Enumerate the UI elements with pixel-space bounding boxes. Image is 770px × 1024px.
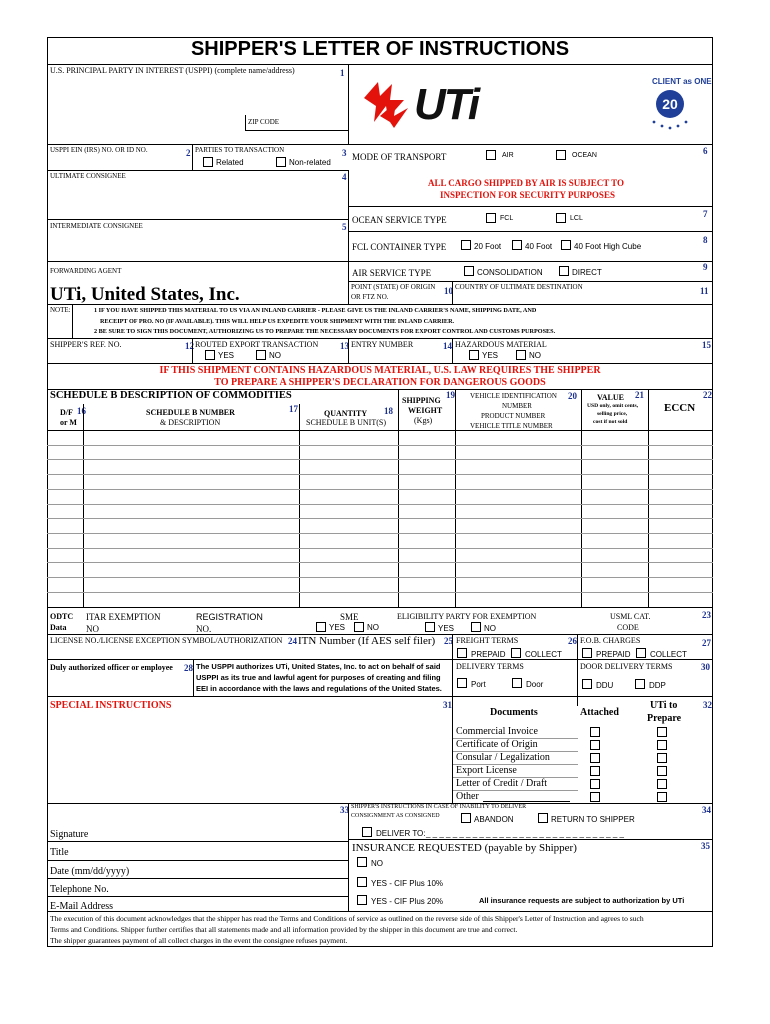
svg-text:CLIENT as ONE: CLIENT as ONE — [652, 77, 712, 86]
table-row[interactable] — [47, 533, 713, 547]
sme-no-label: NO — [367, 623, 379, 632]
insurance-note: All insurance requests are subject to authorization by UTi — [479, 896, 685, 905]
schedule-b-heading: SCHEDULE B DESCRIPTION OF COMMODITIES — [50, 390, 292, 401]
box-1: 1 — [340, 68, 345, 78]
box-14: 14 — [443, 341, 452, 351]
box-4: 4 — [342, 172, 347, 182]
ocean-checkbox[interactable] — [556, 150, 566, 160]
zip-label: ZIP CODE — [248, 118, 280, 126]
consolidation-checkbox[interactable] — [464, 266, 474, 276]
attached-checkbox[interactable] — [590, 766, 600, 776]
box-2: 2 — [186, 148, 191, 158]
attached-checkbox[interactable] — [590, 753, 600, 763]
inability-label-1: SHIPPER'S INSTRUCTIONS IN CASE OF INABILITY TO DELIVER — [351, 804, 527, 810]
table-row[interactable] — [47, 489, 713, 503]
consignee-label: ULTIMATE CONSIGNEE — [50, 172, 126, 180]
cif20-checkbox[interactable] — [357, 895, 367, 905]
prepare-checkbox[interactable] — [657, 753, 667, 763]
sched-units-label: SCHEDULE B UNIT(S) — [306, 418, 386, 427]
note-1b: RECEIPT OF PRO. NO (IF AVAILABLE). THIS WILL HELP US EXPEDITE YOUR SHIPMENT WITH THE INLAND CARRIER. — [100, 318, 455, 325]
itar-no-label: NO — [86, 624, 99, 634]
box-27: 27 — [702, 638, 711, 648]
20ft-checkbox[interactable] — [461, 240, 471, 250]
box-22: 22 — [703, 390, 712, 400]
box-13: 13 — [340, 341, 349, 351]
footer-line-3: The shipper guarantees payment of all collect charges in the event the consignee refuses payment. — [50, 936, 348, 945]
cif10-checkbox[interactable] — [357, 877, 367, 887]
weight-label: WEIGHT — [408, 406, 443, 415]
prepare-checkbox[interactable] — [657, 740, 667, 750]
elig-no-label: NO — [484, 624, 496, 633]
freight-prepaid-label: PREPAID — [471, 650, 506, 659]
insurance-label: INSURANCE REQUESTED (payable by Shipper) — [352, 842, 577, 854]
table-row[interactable] — [47, 445, 713, 459]
40ft-checkbox[interactable] — [512, 240, 522, 250]
hazmat-no-checkbox[interactable] — [516, 350, 526, 360]
page-title: SHIPPER'S LETTER OF INSTRUCTIONS — [190, 38, 570, 60]
desc-label: & DESCRIPTION — [160, 418, 221, 427]
routed-yes-label: YES — [218, 351, 235, 360]
elig-yes-label: YES — [438, 624, 455, 633]
duly-label: Duly authorized officer or employee — [50, 663, 173, 672]
insurance-no-label: NO — [371, 859, 383, 868]
note-2: 2 BE SURE TO SIGN THIS DOCUMENT, AUTHORIZING US TO PREPARE THE NECESSARY DOCUMENTS FOR EXPORT CONTROL AND CUSTOMS PURPOSES. — [94, 328, 556, 335]
fcl-checkbox[interactable] — [486, 213, 496, 223]
uti-to-label-2: Prepare — [647, 713, 682, 724]
air-checkbox[interactable] — [486, 150, 496, 160]
table-row[interactable] — [47, 592, 713, 606]
delivery-label: DELIVERY TERMS — [456, 662, 524, 671]
box-3: 3 — [342, 148, 347, 158]
box-18: 18 — [384, 406, 393, 416]
point-origin-label-2: OR FTZ NO. — [351, 293, 389, 301]
fcl-container-label: FCL CONTAINER TYPE — [352, 242, 447, 252]
deliver-to-line[interactable]: _ _ _ _ _ _ _ _ _ _ _ _ _ _ _ _ _ _ _ _ _ _ _ _ _ _ _ _ _ _ — [426, 829, 624, 838]
mode-label: MODE OF TRANSPORT — [352, 152, 447, 162]
fob-collect-label: COLLECT — [650, 650, 687, 659]
ocean-service-label: OCEAN SERVICE TYPE — [352, 215, 447, 225]
table-row[interactable] — [47, 548, 713, 562]
hazmat-label: HAZARDOUS MATERIAL — [455, 340, 547, 349]
value-note-1: USD only, omit cents, — [587, 403, 639, 409]
non-related-checkbox[interactable] — [276, 157, 286, 167]
svg-text:20: 20 — [662, 96, 678, 112]
box-8: 8 — [703, 235, 708, 245]
air-service-label: AIR SERVICE TYPE — [352, 268, 432, 278]
40ft-hc-label: 40 Foot High Cube — [574, 242, 642, 251]
routed-no-label: NO — [269, 351, 281, 360]
freight-prepaid-checkbox[interactable] — [457, 648, 467, 658]
cif20-label: YES - CIF Plus 20% — [371, 897, 444, 906]
fob-collect-checkbox[interactable] — [636, 648, 646, 658]
reg-no-label: NO. — [196, 624, 212, 634]
20ft-label: 20 Foot — [474, 242, 502, 251]
value-label: VALUE — [597, 393, 624, 402]
elig-yes-checkbox[interactable] — [425, 622, 435, 632]
vin-label-1: VEHICLE IDENTIFICATION — [470, 392, 557, 400]
related-checkbox[interactable] — [203, 157, 213, 167]
sme-no-checkbox[interactable] — [354, 622, 364, 632]
document-item-label: Other — [456, 791, 479, 802]
air-label: AIR — [502, 152, 514, 159]
other-line[interactable] — [483, 801, 570, 802]
auth-line-2: USPPI as its true and lawful agent for purposes of creating and filing — [196, 673, 441, 682]
fob-label: F.O.B. CHARGES — [580, 636, 641, 645]
entry-label: ENTRY NUMBER — [351, 340, 414, 349]
box-32: 32 — [703, 700, 712, 710]
ref-label: SHIPPER'S REF. NO. — [50, 340, 122, 349]
document-item-label: Certificate of Origin — [456, 739, 538, 750]
prepare-checkbox[interactable] — [657, 779, 667, 789]
lcl-label: LCL — [570, 215, 583, 222]
box-19: 19 — [446, 390, 455, 400]
document-item-label: Export License — [456, 765, 517, 776]
non-related-label: Non-related — [289, 158, 331, 167]
footer-line-1: The execution of this document acknowledges that the shipper has read the Terms and Conditions of service as outlined on the reverse side of this Shipper's Letter of Instruction and agrees to such — [50, 914, 644, 923]
deliver-to-checkbox[interactable] — [362, 827, 372, 837]
intermediate-label: INTERMEDIATE CONSIGNEE — [50, 222, 143, 230]
deliver-to-label: DELIVER TO: — [376, 829, 426, 838]
table-row[interactable] — [47, 474, 713, 488]
abandon-checkbox[interactable] — [461, 813, 471, 823]
related-label: Related — [216, 158, 244, 167]
date-label: Date (mm/dd/yyyy) — [50, 866, 130, 877]
table-row[interactable] — [47, 504, 713, 518]
signature-label: Signature — [50, 829, 89, 840]
usppi-label: U.S. PRINCIPAL PARTY IN INTEREST (USPPI) (complete name/address) — [50, 66, 295, 75]
vin-label-2: NUMBER — [502, 402, 532, 410]
box-28: 28 — [184, 663, 193, 673]
box-25: 25 — [444, 636, 453, 646]
box-7: 7 — [703, 209, 708, 219]
document-item-label: Commercial Invoice — [456, 726, 538, 737]
box-24: 24 — [288, 636, 297, 646]
eligibility-label: ELIGIBILITY PARTY FOR EXEMPTION — [397, 612, 537, 621]
routed-label: ROUTED EXPORT TRANSACTION — [195, 340, 319, 349]
value-note-2: selling price, — [597, 411, 628, 417]
box-9: 9 — [703, 262, 708, 272]
registration-label: REGISTRATION — [196, 612, 263, 622]
port-checkbox[interactable] — [457, 678, 467, 688]
fob-prepaid-checkbox[interactable] — [582, 648, 592, 658]
footer-line-2: Terms and Conditions. Shipper further certifies that all statements made and all information provided by the shipper in this document are true and correct. — [50, 925, 518, 934]
usml-label-2: CODE — [617, 623, 639, 632]
parties-label: PARTIES TO TRANSACTION — [195, 146, 285, 154]
sme-yes-checkbox[interactable] — [316, 622, 326, 632]
prepare-checkbox[interactable] — [657, 792, 667, 802]
table-row[interactable] — [47, 430, 713, 444]
cif10-label: YES - CIF Plus 10% — [371, 879, 444, 888]
hazmat-no-label: NO — [529, 351, 541, 360]
attached-checkbox[interactable] — [590, 779, 600, 789]
elig-no-checkbox[interactable] — [471, 622, 481, 632]
ddp-label: DDP — [649, 681, 666, 690]
box-11: 11 — [700, 286, 709, 296]
prepare-checkbox[interactable] — [657, 727, 667, 737]
box-20: 20 — [568, 391, 577, 401]
haz-warning-line-1: IF THIS SHIPMENT CONTAINS HAZARDOUS MATERIAL, U.S. LAW REQUIRES THE SHIPPER — [159, 365, 601, 376]
uti-to-label-1: UTi to — [650, 700, 678, 711]
return-checkbox[interactable] — [538, 813, 548, 823]
direct-checkbox[interactable] — [559, 266, 569, 276]
odtc-label: ODTC — [50, 612, 74, 621]
eccn-label: ECCN — [664, 402, 696, 414]
sme-label: SME — [340, 612, 359, 622]
sched-num-label: SCHEDULE B NUMBER — [146, 408, 235, 417]
box-21: 21 — [635, 390, 644, 400]
ddp-checkbox[interactable] — [635, 679, 645, 689]
attached-checkbox[interactable] — [590, 792, 600, 802]
hazmat-yes-label: YES — [482, 351, 499, 360]
fob-prepaid-label: PREPAID — [596, 650, 631, 659]
documents-label: Documents — [490, 707, 538, 718]
hazmat-yes-checkbox[interactable] — [469, 350, 479, 360]
email-label: E-Mail Address — [50, 901, 114, 912]
ein-label: USPPI EIN (IRS) NO. OR ID NO. — [50, 146, 148, 154]
return-label: RETURN TO SHIPPER — [551, 815, 635, 824]
abandon-label: ABANDON — [474, 815, 514, 824]
box-5: 5 — [342, 222, 347, 232]
box-6: 6 — [703, 146, 708, 156]
table-row[interactable] — [47, 562, 713, 576]
ddu-checkbox[interactable] — [582, 679, 592, 689]
auth-line-1: The USPPI authorizes UTi, United States, Inc. to act on behalf of said — [196, 662, 441, 671]
box-26: 26 — [568, 636, 577, 646]
prepare-checkbox[interactable] — [657, 766, 667, 776]
40ft-label: 40 Foot — [525, 242, 553, 251]
client-badge-icon — [640, 70, 712, 132]
port-label: Port — [471, 680, 486, 689]
or-m-label: or M — [60, 418, 77, 427]
itar-label: ITAR EXEMPTION — [86, 612, 161, 622]
attached-checkbox[interactable] — [590, 727, 600, 737]
title-label: Title — [50, 847, 69, 858]
special-label: SPECIAL INSTRUCTIONS — [50, 700, 172, 711]
table-row[interactable] — [47, 518, 713, 532]
document-item-label: Letter of Credit / Draft — [456, 778, 548, 789]
box-30: 30 — [701, 662, 710, 672]
country-dest-label: COUNTRY OF ULTIMATE DESTINATION — [455, 283, 583, 291]
kgs-label: (Kgs) — [414, 416, 433, 425]
value-note-3: cost if not sold — [593, 419, 628, 425]
freight-collect-label: COLLECT — [525, 650, 562, 659]
lcl-checkbox[interactable] — [556, 213, 566, 223]
box-12: 12 — [185, 341, 194, 351]
consolidation-label: CONSOLIDATION — [477, 268, 543, 277]
document-item-label: Consular / Legalization — [456, 752, 550, 763]
telephone-label: Telephone No. — [50, 884, 109, 895]
box-23: 23 — [702, 610, 711, 620]
sme-yes-label: YES — [329, 623, 346, 632]
door-delivery-label: DOOR DELIVERY TERMS — [580, 662, 673, 671]
attached-checkbox[interactable] — [590, 740, 600, 750]
ocean-label: OCEAN — [572, 152, 597, 159]
itn-label: ITN Number (If AES self filer) — [298, 635, 436, 647]
air-warning-line-2: INSPECTION FOR SECURITY PURPOSES — [440, 190, 615, 200]
inability-label-2: CONSIGNMENT AS CONSIGNED — [351, 813, 440, 819]
box-16: 16 — [77, 406, 86, 416]
table-row[interactable] — [47, 577, 713, 591]
license-label: LICENSE NO./LICENSE EXCEPTION SYMBOL/AUTHORIZATION — [50, 636, 283, 645]
vin-label-3: PRODUCT NUMBER — [481, 412, 546, 420]
door-label: Door — [526, 680, 544, 689]
point-origin-label: POINT (STATE) OF ORIGIN — [351, 283, 436, 291]
insurance-no-checkbox[interactable] — [357, 857, 367, 867]
box-31: 31 — [443, 700, 452, 710]
ddu-label: DDU — [596, 681, 614, 690]
df-label: D/F — [60, 408, 73, 417]
direct-label: DIRECT — [572, 268, 602, 277]
forwarder-name: UTi, United States, Inc. — [50, 284, 240, 305]
box-34: 34 — [702, 805, 711, 815]
note-label: NOTE: — [50, 306, 71, 314]
box-35: 35 — [701, 841, 710, 851]
note-1a: 1 IF YOU HAVE SHIPPED THIS MATERIAL TO US VIA AN INLAND CARRIER - PLEASE GIVE US THE INLAND CARRIER'S NAME, SHIPPING DATE, AND — [94, 307, 537, 314]
shipping-label: SHIPPING — [402, 396, 441, 405]
40ft-hc-checkbox[interactable] — [561, 240, 571, 250]
box-10: 10 — [444, 286, 453, 296]
data-label: Data — [50, 623, 67, 632]
box-17: 17 — [289, 404, 298, 414]
uti-brand: UTi — [414, 80, 479, 129]
attached-label: Attached — [580, 707, 619, 718]
quantity-label: QUANTITY — [324, 409, 368, 418]
box-15: 15 — [702, 340, 711, 350]
usml-label-1: USML CAT. — [610, 612, 651, 621]
vin-label-4: VEHICLE TITLE NUMBER — [470, 422, 553, 430]
box-33: 33 — [340, 805, 349, 815]
air-warning-line-1: ALL CARGO SHIPPED BY AIR IS SUBJECT TO — [428, 178, 624, 188]
fcl-label: FCL — [500, 215, 514, 222]
freight-label: FREIGHT TERMS — [456, 636, 519, 645]
forwarding-label: FORWARDING AGENT — [50, 267, 122, 275]
freight-collect-checkbox[interactable] — [511, 648, 521, 658]
uti-logo-icon — [360, 76, 414, 132]
routed-no-checkbox[interactable] — [256, 350, 266, 360]
auth-line-3: EEI in accordance with the laws and regulations of the United States. — [196, 684, 442, 693]
haz-warning-line-2: TO PREPARE A SHIPPER'S DECLARATION FOR DANGEROUS GOODS — [214, 377, 546, 388]
routed-yes-checkbox[interactable] — [205, 350, 215, 360]
table-row[interactable] — [47, 459, 713, 473]
door-checkbox[interactable] — [512, 678, 522, 688]
